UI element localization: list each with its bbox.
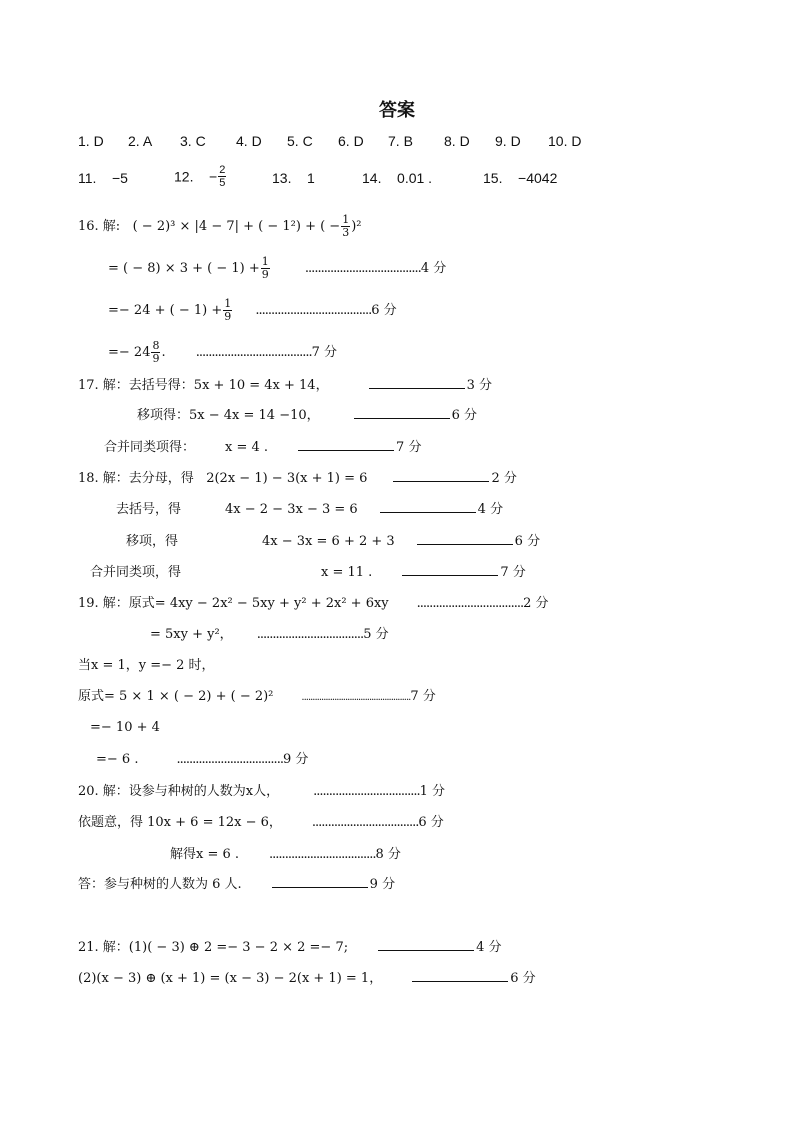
q17-line3: 合并同类项得： x = 4 . 7 分 xyxy=(104,440,422,455)
q18-line3: 移项，得 4x − 3x = 6 + 2 + 3 6 分 xyxy=(126,534,541,549)
q16-line1: 16. 解: ( − 2)³ × |4 − 7| + ( − 1²) + ( − $\frac{1}{3}$ )² xyxy=(78,213,362,239)
answer-item: 8. D xyxy=(444,133,470,149)
q19-line2: = 5xy + y²， ..................................5 分 xyxy=(150,627,389,642)
answer-item: 9. D xyxy=(495,133,521,149)
q21-line2: (2)(x − 3) ⊕ (x + 1) = (x − 3) − 2(x + 1) = 1， 6 分 xyxy=(78,971,536,986)
answer-item: 11. −5 xyxy=(78,170,128,186)
answer-item: 5. C xyxy=(287,133,313,149)
q16-line4: =− 24 $\frac{8}{9}$ . .....................................7 分 xyxy=(108,339,338,365)
answer-item: 4. D xyxy=(236,133,262,149)
q19-line3: 当x = 1，y =− 2 时， xyxy=(78,658,215,673)
q20-line2: 依题意，得 10x + 6 = 12x − 6， ..................................6 分 xyxy=(78,815,444,830)
q20-line3: 解得x = 6 . ..................................8 分 xyxy=(170,847,401,862)
answer-item: 14. 0.01 . xyxy=(362,170,433,186)
answer-item: 10. D xyxy=(548,133,582,149)
answer-item: 7. B xyxy=(388,133,413,149)
answer-item: 12. − $\frac{2}{5}$ xyxy=(174,164,226,189)
answer-item: 1. D xyxy=(78,133,104,149)
q18-line1: 18. 解：去分母，得 2(2x − 1) − 3(x + 1) = 6 2 分 xyxy=(78,471,517,486)
answer-item: 3. C xyxy=(180,133,206,149)
q21-line1: 21. 解：(1)( − 3) ⊕ 2 =− 3 − 2 × 2 =− 7; 4 分 xyxy=(78,940,502,955)
answer-item: 15. −4042 xyxy=(483,170,558,186)
q16-line2: = ( − 8) × 3 + ( − 1) + $\frac{1}{9}$ .....................................4 分 xyxy=(108,255,447,281)
answer-item: 6. D xyxy=(338,133,364,149)
q19-line5: =− 10 + 4 xyxy=(90,720,160,735)
page-title: 答案 xyxy=(379,100,415,121)
q16-line3: =− 24 + ( − 1) + $\frac{1}{9}$ .....................................6 分 xyxy=(108,297,397,323)
q20-line1: 20. 解：设参与种树的人数为x人， ..................................1 分 xyxy=(78,784,446,799)
answer-item: 13. 1 xyxy=(272,170,315,186)
q17-line2: 移项得：5x − 4x = 14 −10， 6 分 xyxy=(137,408,478,423)
q19-line6: =− 6 . ..................................9 分 xyxy=(96,752,309,767)
q19-line4: 原式= 5 × 1 × ( − 2) + ( − 2)² ..................................................7 分 xyxy=(78,689,436,704)
q20-line4: 答：参与种树的人数为 6 人. 9 分 xyxy=(78,877,396,892)
q18-line4: 合并同类项，得 x = 11 . 7 分 xyxy=(90,565,526,580)
q17-line1: 17. 解：去括号得：5x + 10 = 4x + 14， 3 分 xyxy=(78,378,492,393)
answer-item: 2. A xyxy=(128,133,153,149)
q18-line2: 去括号，得 4x − 2 − 3x − 3 = 6 4 分 xyxy=(116,502,504,517)
q19-line1: 19. 解：原式= 4xy − 2x² − 5xy + y² + 2x² + 6xy ..................................2 分 xyxy=(78,596,549,611)
